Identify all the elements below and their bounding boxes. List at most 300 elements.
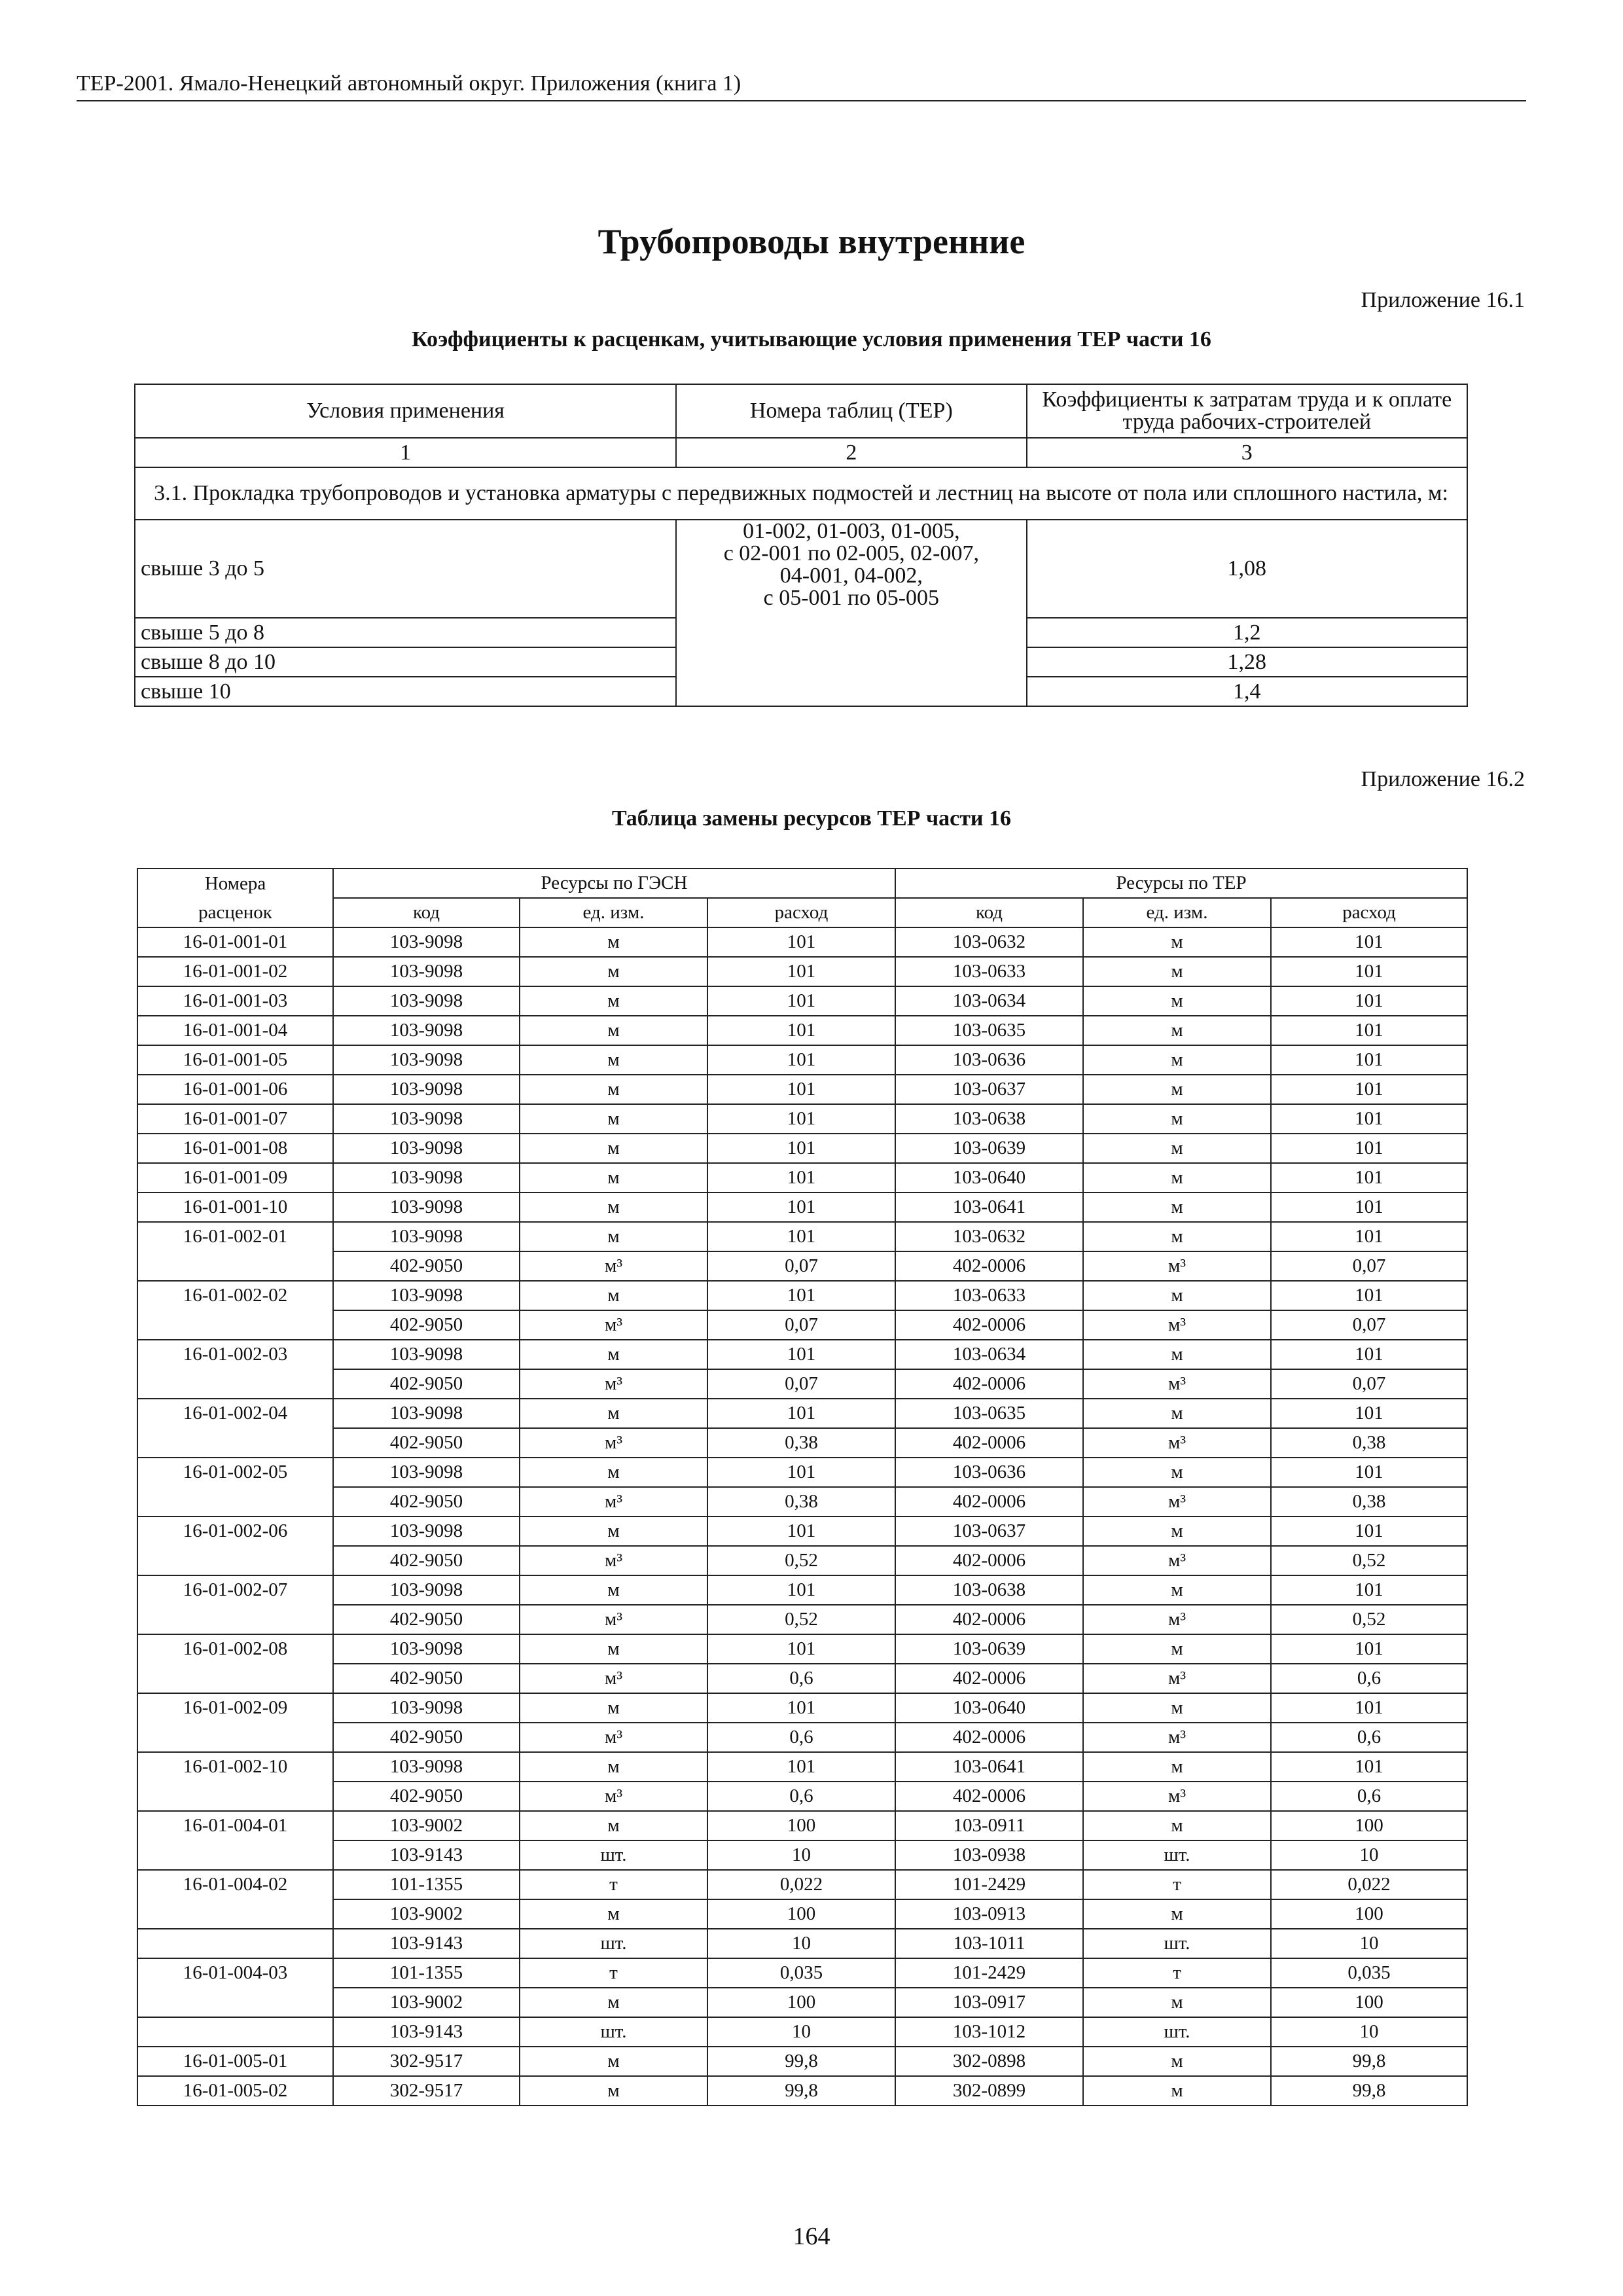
- ter-rate-cell: 0,022: [1271, 1870, 1467, 1899]
- coefficient-cell: 1,08: [1027, 520, 1467, 618]
- section-heading: 3.1. Прокладка трубопроводов и установка арматуры с передвижных подмостей и лестниц на высоте от пола или сплошного настила, м:: [135, 467, 1467, 520]
- ter-code-cell: 402-0006: [895, 1664, 1083, 1693]
- ter-code-cell: 101-2429: [895, 1870, 1083, 1899]
- ter-unit-cell: м³: [1083, 1664, 1271, 1693]
- header-ter-resources: Ресурсы по ТЕР: [895, 869, 1467, 898]
- table-row: [137, 1988, 1467, 2017]
- column-number: 2: [676, 438, 1026, 467]
- ter-rate-cell: 0,6: [1271, 1782, 1467, 1811]
- gesn-rate-cell: 0,6: [707, 1782, 895, 1811]
- gesn-code-cell: 103-9002: [333, 1899, 520, 1929]
- gesn-code-cell: 103-9098: [333, 1075, 520, 1104]
- rate-number-cell: 16-01-002-05: [137, 1458, 333, 1487]
- gesn-code-cell: 103-9098: [333, 1399, 520, 1428]
- gesn-unit-cell: м: [520, 1045, 707, 1075]
- ter-rate-cell: 101: [1271, 1222, 1467, 1251]
- gesn-code-cell: 103-9098: [333, 1340, 520, 1369]
- ter-code-cell: 103-0633: [895, 1281, 1083, 1310]
- ter-rate-cell: 99,8: [1271, 2076, 1467, 2106]
- rate-number-cell: 16-01-002-08: [137, 1634, 333, 1664]
- ter-rate-cell: 101: [1271, 927, 1467, 957]
- table-row: [137, 1575, 1467, 1605]
- ter-unit-cell: т: [1083, 1958, 1271, 1988]
- header-rate-numbers: Номера: [137, 869, 333, 898]
- gesn-rate-cell: 0,07: [707, 1369, 895, 1399]
- ter-unit-cell: м³: [1083, 1723, 1271, 1752]
- rate-number-cell: [137, 1840, 333, 1870]
- rate-number-cell: [137, 1988, 333, 2017]
- gesn-code-cell: 103-9098: [333, 1222, 520, 1251]
- ter-rate-cell: 10: [1271, 1929, 1467, 1958]
- ter-unit-cell: м: [1083, 1575, 1271, 1605]
- header-gesn-resources: Ресурсы по ГЭСН: [333, 869, 895, 898]
- gesn-rate-cell: 101: [707, 1634, 895, 1664]
- gesn-code-cell: 402-9050: [333, 1487, 520, 1516]
- ter-rate-cell: 100: [1271, 1988, 1467, 2017]
- ter-unit-cell: м: [1083, 1634, 1271, 1664]
- table-row: [137, 1045, 1467, 1075]
- gesn-unit-cell: шт.: [520, 1929, 707, 1958]
- gesn-unit-cell: м: [520, 1634, 707, 1664]
- ter-unit-cell: м³: [1083, 1487, 1271, 1516]
- table-numbers-line: с 02-001 по 02-005, 02-007,: [723, 541, 979, 565]
- ter-rate-cell: 101: [1271, 1340, 1467, 1369]
- rate-number-cell: [137, 1929, 333, 1958]
- ter-rate-cell: 101: [1271, 1752, 1467, 1782]
- gesn-code-cell: 103-9098: [333, 1016, 520, 1045]
- ter-code-cell: 103-0635: [895, 1399, 1083, 1428]
- coefficients-table: [134, 384, 1468, 707]
- rate-number-cell: 16-01-001-03: [137, 986, 333, 1016]
- ter-code-cell: 103-0641: [895, 1752, 1083, 1782]
- ter-code-cell: 402-0006: [895, 1428, 1083, 1458]
- gesn-unit-cell: м³: [520, 1782, 707, 1811]
- ter-rate-cell: 101: [1271, 1075, 1467, 1104]
- header-unit: ед. изм.: [520, 898, 707, 927]
- ter-rate-cell: 10: [1271, 2017, 1467, 2047]
- header-code: код: [333, 898, 520, 927]
- gesn-rate-cell: 0,38: [707, 1428, 895, 1458]
- ter-unit-cell: м: [1083, 2047, 1271, 2076]
- gesn-code-cell: 103-9098: [333, 1281, 520, 1310]
- gesn-unit-cell: м: [520, 1163, 707, 1193]
- gesn-unit-cell: м: [520, 1134, 707, 1163]
- gesn-code-cell: 103-9143: [333, 1929, 520, 1958]
- gesn-rate-cell: 101: [707, 986, 895, 1016]
- ter-code-cell: 103-0636: [895, 1045, 1083, 1075]
- table-numbers-line: 01-002, 01-003, 01-005,: [743, 519, 960, 543]
- table-row: [137, 1458, 1467, 1487]
- header-rate: расход: [1271, 898, 1467, 927]
- rate-number-cell: 16-01-005-02: [137, 2076, 333, 2106]
- rate-number-cell: [137, 1899, 333, 1929]
- table-row: [137, 1811, 1467, 1840]
- gesn-unit-cell: м: [520, 1693, 707, 1723]
- gesn-rate-cell: 10: [707, 1929, 895, 1958]
- table-row: [137, 1399, 1467, 1428]
- rate-number-cell: [137, 1369, 333, 1399]
- table-row: [137, 1134, 1467, 1163]
- gesn-code-cell: 402-9050: [333, 1664, 520, 1693]
- rate-number-cell: 16-01-002-10: [137, 1752, 333, 1782]
- gesn-rate-cell: 101: [707, 1752, 895, 1782]
- gesn-rate-cell: 101: [707, 1016, 895, 1045]
- ter-code-cell: 402-0006: [895, 1605, 1083, 1634]
- gesn-unit-cell: м: [520, 957, 707, 986]
- page-title: Трубопроводы внутренние: [597, 222, 1026, 261]
- header-rate-numbers-cont: расценок: [137, 898, 333, 927]
- table-row: [137, 1664, 1467, 1693]
- ter-rate-cell: 101: [1271, 1281, 1467, 1310]
- rate-number-cell: 16-01-002-07: [137, 1575, 333, 1605]
- ter-unit-cell: шт.: [1083, 1840, 1271, 1870]
- condition-cell: свыше 10: [135, 677, 676, 706]
- gesn-code-cell: 103-9098: [333, 1693, 520, 1723]
- gesn-code-cell: 103-9098: [333, 1634, 520, 1664]
- gesn-rate-cell: 101: [707, 1075, 895, 1104]
- gesn-code-cell: 103-9098: [333, 1458, 520, 1487]
- ter-code-cell: 103-0634: [895, 1340, 1083, 1369]
- table-row: [137, 1723, 1467, 1752]
- gesn-code-cell: 103-9098: [333, 1575, 520, 1605]
- ter-code-cell: 103-0638: [895, 1104, 1083, 1134]
- ter-code-cell: 103-0640: [895, 1693, 1083, 1723]
- rate-number-cell: 16-01-001-08: [137, 1134, 333, 1163]
- gesn-unit-cell: м: [520, 1104, 707, 1134]
- gesn-code-cell: 101-1355: [333, 1958, 520, 1988]
- gesn-unit-cell: м: [520, 1193, 707, 1222]
- gesn-rate-cell: 101: [707, 1458, 895, 1487]
- coefficient-cell: 1,28: [1027, 647, 1467, 677]
- ter-unit-cell: м³: [1083, 1251, 1271, 1281]
- rate-number-cell: 16-01-004-02: [137, 1870, 333, 1899]
- rate-number-cell: [137, 1605, 333, 1634]
- ter-unit-cell: м³: [1083, 1310, 1271, 1340]
- rate-number-cell: [137, 1546, 333, 1575]
- ter-code-cell: 402-0006: [895, 1782, 1083, 1811]
- gesn-unit-cell: м³: [520, 1251, 707, 1281]
- gesn-unit-cell: м: [520, 986, 707, 1016]
- ter-unit-cell: м: [1083, 1134, 1271, 1163]
- gesn-code-cell: 402-9050: [333, 1310, 520, 1340]
- gesn-unit-cell: м³: [520, 1546, 707, 1575]
- gesn-unit-cell: м³: [520, 1605, 707, 1634]
- gesn-code-cell: 103-9098: [333, 1045, 520, 1075]
- gesn-rate-cell: 100: [707, 1988, 895, 2017]
- table-row: [137, 1340, 1467, 1369]
- gesn-code-cell: 302-9517: [333, 2076, 520, 2106]
- table-row: [137, 1251, 1467, 1281]
- ter-unit-cell: м: [1083, 1045, 1271, 1075]
- ter-rate-cell: 0,52: [1271, 1546, 1467, 1575]
- ter-rate-cell: 101: [1271, 1016, 1467, 1045]
- rate-number-cell: 16-01-001-09: [137, 1163, 333, 1193]
- table-row: [137, 1222, 1467, 1251]
- ter-unit-cell: м: [1083, 1104, 1271, 1134]
- ter-code-cell: 103-0638: [895, 1575, 1083, 1605]
- gesn-rate-cell: 0,52: [707, 1546, 895, 1575]
- gesn-unit-cell: т: [520, 1870, 707, 1899]
- table-row: [137, 1193, 1467, 1222]
- ter-rate-cell: 10: [1271, 1840, 1467, 1870]
- ter-unit-cell: т: [1083, 1870, 1271, 1899]
- table-row: [137, 1310, 1467, 1340]
- table-row: [137, 1546, 1467, 1575]
- table-row: [137, 1104, 1467, 1134]
- ter-unit-cell: м³: [1083, 1428, 1271, 1458]
- table-row: [137, 2076, 1467, 2106]
- gesn-rate-cell: 101: [707, 1134, 895, 1163]
- rate-number-cell: 16-01-002-03: [137, 1340, 333, 1369]
- gesn-code-cell: 103-9098: [333, 1104, 520, 1134]
- ter-unit-cell: м: [1083, 1075, 1271, 1104]
- gesn-code-cell: 402-9050: [333, 1605, 520, 1634]
- ter-rate-cell: 101: [1271, 1575, 1467, 1605]
- table-row: [137, 1929, 1467, 1958]
- rate-number-cell: 16-01-004-03: [137, 1958, 333, 1988]
- ter-rate-cell: 0,52: [1271, 1605, 1467, 1634]
- ter-unit-cell: м: [1083, 1693, 1271, 1723]
- gesn-unit-cell: м: [520, 1811, 707, 1840]
- ter-code-cell: 103-0632: [895, 1222, 1083, 1251]
- ter-rate-cell: 0,38: [1271, 1428, 1467, 1458]
- gesn-rate-cell: 0,07: [707, 1251, 895, 1281]
- ter-code-cell: 103-0633: [895, 957, 1083, 986]
- table-numbers-line: с 05-001 по 05-005: [763, 586, 940, 610]
- gesn-unit-cell: м: [520, 1075, 707, 1104]
- gesn-unit-cell: м: [520, 1988, 707, 2017]
- condition-cell: свыше 3 до 5: [135, 520, 676, 618]
- gesn-rate-cell: 0,022: [707, 1870, 895, 1899]
- gesn-unit-cell: шт.: [520, 1840, 707, 1870]
- gesn-unit-cell: м: [520, 1222, 707, 1251]
- ter-rate-cell: 101: [1271, 1193, 1467, 1222]
- table-row: [137, 957, 1467, 986]
- ter-code-cell: 103-0639: [895, 1634, 1083, 1664]
- table-row: [137, 1605, 1467, 1634]
- header-coefficients: Коэффициенты к затратам труда и к оплате труда рабочих-строителей: [1027, 384, 1467, 438]
- gesn-code-cell: 103-9098: [333, 927, 520, 957]
- ter-unit-cell: шт.: [1083, 2017, 1271, 2047]
- ter-unit-cell: м: [1083, 1899, 1271, 1929]
- rate-number-cell: [137, 1723, 333, 1752]
- ter-code-cell: 103-0635: [895, 1016, 1083, 1045]
- gesn-unit-cell: м: [520, 1458, 707, 1487]
- gesn-code-cell: 101-1355: [333, 1870, 520, 1899]
- ter-rate-cell: 101: [1271, 1458, 1467, 1487]
- table-row: [137, 1487, 1467, 1516]
- gesn-unit-cell: м: [520, 1399, 707, 1428]
- condition-cell: свыше 5 до 8: [135, 618, 676, 647]
- rate-number-cell: 16-01-001-04: [137, 1016, 333, 1045]
- rate-number-cell: [137, 1487, 333, 1516]
- gesn-code-cell: 103-9002: [333, 1811, 520, 1840]
- gesn-rate-cell: 101: [707, 1104, 895, 1134]
- gesn-unit-cell: шт.: [520, 2017, 707, 2047]
- ter-unit-cell: м: [1083, 957, 1271, 986]
- table-numbers-cell: [676, 520, 1026, 706]
- rate-number-cell: 16-01-002-06: [137, 1516, 333, 1546]
- gesn-code-cell: 402-9050: [333, 1546, 520, 1575]
- coefficient-cell: 1,2: [1027, 618, 1467, 647]
- gesn-code-cell: 103-9143: [333, 1840, 520, 1870]
- gesn-code-cell: 103-9098: [333, 957, 520, 986]
- gesn-rate-cell: 0,035: [707, 1958, 895, 1988]
- gesn-rate-cell: 0,38: [707, 1487, 895, 1516]
- gesn-unit-cell: м: [520, 1575, 707, 1605]
- header-unit: ед. изм.: [1083, 898, 1271, 927]
- ter-rate-cell: 101: [1271, 1104, 1467, 1134]
- gesn-rate-cell: 0,6: [707, 1723, 895, 1752]
- ter-rate-cell: 101: [1271, 986, 1467, 1016]
- ter-code-cell: 103-0636: [895, 1458, 1083, 1487]
- ter-rate-cell: 99,8: [1271, 2047, 1467, 2076]
- table-row: [137, 1075, 1467, 1104]
- gesn-unit-cell: м: [520, 2076, 707, 2106]
- ter-rate-cell: 101: [1271, 1634, 1467, 1664]
- gesn-unit-cell: м³: [520, 1369, 707, 1399]
- appendix-16-2-label: Приложение 16.2: [1361, 767, 1525, 791]
- ter-unit-cell: шт.: [1083, 1929, 1271, 1958]
- gesn-rate-cell: 101: [707, 1516, 895, 1546]
- ter-code-cell: 402-0006: [895, 1723, 1083, 1752]
- gesn-unit-cell: м: [520, 1340, 707, 1369]
- ter-unit-cell: м: [1083, 1811, 1271, 1840]
- gesn-unit-cell: м: [520, 1752, 707, 1782]
- table-row: [137, 1782, 1467, 1811]
- rate-number-cell: [137, 2017, 333, 2047]
- gesn-code-cell: 402-9050: [333, 1251, 520, 1281]
- ter-code-cell: 302-0898: [895, 2047, 1083, 2076]
- header-rate: расход: [707, 898, 895, 927]
- gesn-unit-cell: м³: [520, 1310, 707, 1340]
- ter-rate-cell: 101: [1271, 1693, 1467, 1723]
- ter-unit-cell: м: [1083, 986, 1271, 1016]
- ter-code-cell: 103-1011: [895, 1929, 1083, 1958]
- table-row: [137, 1369, 1467, 1399]
- ter-unit-cell: м: [1083, 1458, 1271, 1487]
- table-row: [137, 1428, 1467, 1458]
- gesn-rate-cell: 0,52: [707, 1605, 895, 1634]
- ter-code-cell: 302-0899: [895, 2076, 1083, 2106]
- coefficient-cell: 1,4: [1027, 677, 1467, 706]
- ter-code-cell: 402-0006: [895, 1310, 1083, 1340]
- gesn-rate-cell: 101: [707, 1281, 895, 1310]
- rate-number-cell: [137, 1664, 333, 1693]
- ter-rate-cell: 0,38: [1271, 1487, 1467, 1516]
- ter-rate-cell: 101: [1271, 957, 1467, 986]
- gesn-code-cell: 402-9050: [333, 1782, 520, 1811]
- ter-code-cell: 402-0006: [895, 1251, 1083, 1281]
- gesn-rate-cell: 100: [707, 1899, 895, 1929]
- ter-code-cell: 103-0639: [895, 1134, 1083, 1163]
- gesn-rate-cell: 101: [707, 1399, 895, 1428]
- appendix-16-2-subtitle: Таблица замены ресурсов ТЕР части 16: [611, 806, 1012, 831]
- ter-rate-cell: 0,07: [1271, 1369, 1467, 1399]
- ter-rate-cell: 100: [1271, 1899, 1467, 1929]
- ter-unit-cell: м³: [1083, 1605, 1271, 1634]
- ter-rate-cell: 0,07: [1271, 1310, 1467, 1340]
- gesn-rate-cell: 101: [707, 1193, 895, 1222]
- rate-number-cell: 16-01-001-06: [137, 1075, 333, 1104]
- appendix-16-1-label: Приложение 16.1: [1361, 288, 1525, 312]
- ter-unit-cell: м: [1083, 1163, 1271, 1193]
- ter-unit-cell: м: [1083, 1340, 1271, 1369]
- ter-code-cell: 101-2429: [895, 1958, 1083, 1988]
- ter-code-cell: 103-0938: [895, 1840, 1083, 1870]
- gesn-code-cell: 103-9098: [333, 1193, 520, 1222]
- gesn-unit-cell: м³: [520, 1428, 707, 1458]
- ter-rate-cell: 0,6: [1271, 1723, 1467, 1752]
- gesn-unit-cell: м: [520, 927, 707, 957]
- gesn-rate-cell: 99,8: [707, 2076, 895, 2106]
- ter-unit-cell: м: [1083, 1281, 1271, 1310]
- ter-code-cell: 103-0634: [895, 986, 1083, 1016]
- gesn-unit-cell: м³: [520, 1723, 707, 1752]
- gesn-rate-cell: 101: [707, 927, 895, 957]
- rate-number-cell: 16-01-002-02: [137, 1281, 333, 1310]
- gesn-code-cell: 402-9050: [333, 1369, 520, 1399]
- gesn-code-cell: 103-9098: [333, 986, 520, 1016]
- ter-code-cell: 402-0006: [895, 1546, 1083, 1575]
- ter-code-cell: 103-1012: [895, 2017, 1083, 2047]
- ter-unit-cell: м³: [1083, 1782, 1271, 1811]
- ter-code-cell: 103-0640: [895, 1163, 1083, 1193]
- table-row: [137, 1958, 1467, 1988]
- gesn-code-cell: 103-9002: [333, 1988, 520, 2017]
- rate-number-cell: 16-01-004-01: [137, 1811, 333, 1840]
- ter-unit-cell: м: [1083, 927, 1271, 957]
- gesn-rate-cell: 0,07: [707, 1310, 895, 1340]
- rate-number-cell: 16-01-001-05: [137, 1045, 333, 1075]
- gesn-code-cell: 402-9050: [333, 1428, 520, 1458]
- ter-code-cell: 402-0006: [895, 1487, 1083, 1516]
- header-code: код: [895, 898, 1083, 927]
- gesn-rate-cell: 101: [707, 1045, 895, 1075]
- condition-cell: свыше 8 до 10: [135, 647, 676, 677]
- resource-table-body: [137, 927, 1467, 2106]
- table-row: [137, 927, 1467, 957]
- ter-rate-cell: 101: [1271, 1134, 1467, 1163]
- rate-number-cell: [137, 1251, 333, 1281]
- gesn-unit-cell: м: [520, 1516, 707, 1546]
- ter-unit-cell: м: [1083, 1016, 1271, 1045]
- gesn-unit-cell: т: [520, 1958, 707, 1988]
- ter-rate-cell: 0,035: [1271, 1958, 1467, 1988]
- ter-unit-cell: м: [1083, 1988, 1271, 2017]
- gesn-code-cell: 402-9050: [333, 1723, 520, 1752]
- ter-unit-cell: м: [1083, 1399, 1271, 1428]
- table-row: [137, 1870, 1467, 1899]
- resource-replacement-table: [137, 868, 1468, 2106]
- table-row: [137, 1840, 1467, 1870]
- gesn-rate-cell: 99,8: [707, 2047, 895, 2076]
- rate-number-cell: 16-01-002-01: [137, 1222, 333, 1251]
- header-conditions: Условия применения: [135, 384, 676, 438]
- table-row: [137, 986, 1467, 1016]
- ter-code-cell: 103-0641: [895, 1193, 1083, 1222]
- table-row: [137, 1752, 1467, 1782]
- gesn-rate-cell: 101: [707, 1575, 895, 1605]
- rate-number-cell: [137, 1428, 333, 1458]
- ter-unit-cell: м: [1083, 1752, 1271, 1782]
- rate-number-cell: 16-01-001-01: [137, 927, 333, 957]
- ter-rate-cell: 101: [1271, 1399, 1467, 1428]
- gesn-code-cell: 103-9098: [333, 1516, 520, 1546]
- rate-number-cell: [137, 1782, 333, 1811]
- ter-rate-cell: 101: [1271, 1516, 1467, 1546]
- table-row: [137, 1281, 1467, 1310]
